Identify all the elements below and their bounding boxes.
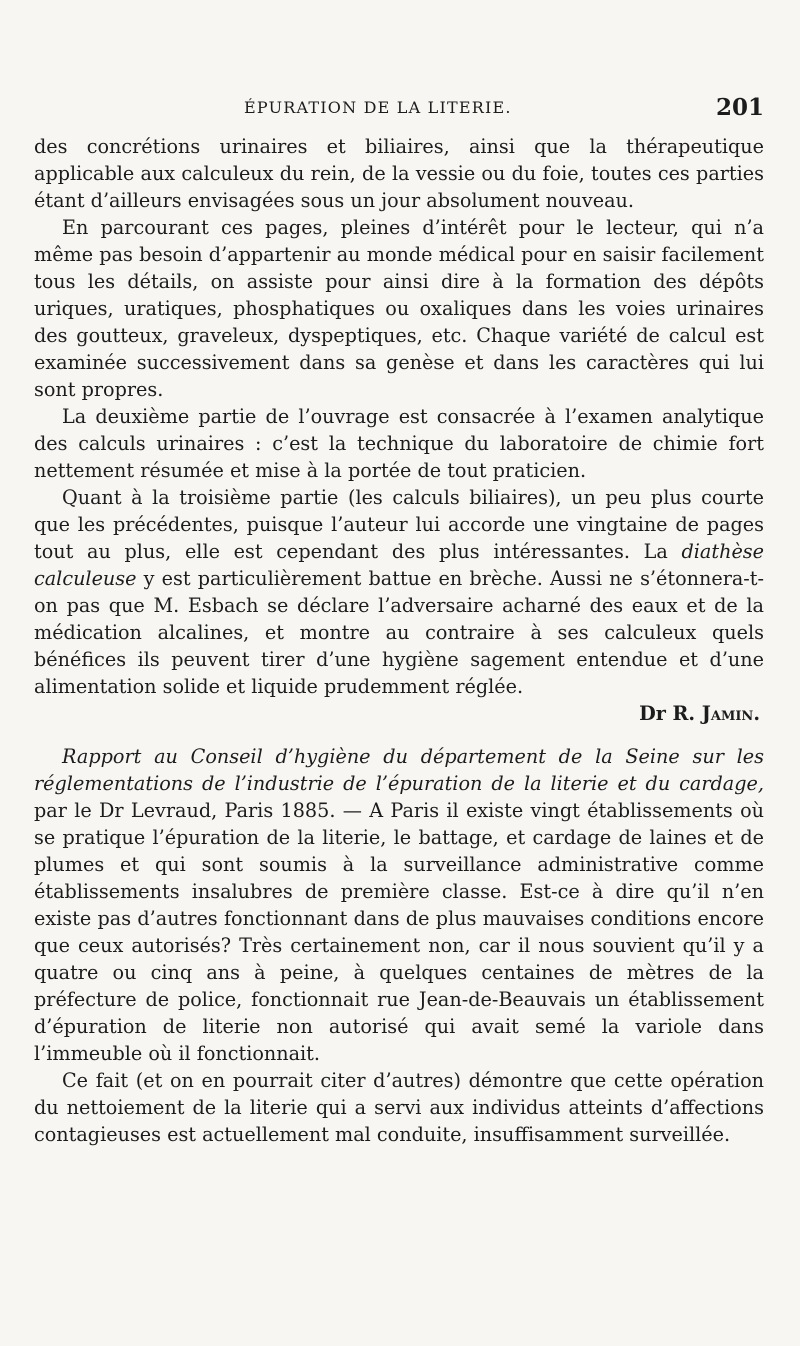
page-number: 201 [715,94,764,121]
paragraph-2: En parcourant ces pages, pleines d’intérêt pour le lecteur, qui n’a même pas besoin d’appartenir au monde médical pour en saisir facilement tous les détails, on assiste pour ainsi dire à la formation des dépôts uriques, uratiques, phosphatiques ou oxaliques dans les voies urinaires des goutteux, graveleux, dyspeptiques, etc. Chaque variété de calcul est examinée successivement dans sa genèse et dans les caractères qui lui sont propres. [34,216,764,401]
paragraph-3: La deuxième partie de l’ouvrage est consacrée à l’examen analytique des calculs urinaires : c’est la technique du laboratoire de chimie fort nettement résumée et mise à la portée de tout praticien. [34,405,764,482]
running-title: ÉPURATION DE LA LITERIE. [244,98,512,117]
page-body [34,133,764,1148]
signature-prefix: Dr R. [639,702,702,725]
signature [34,700,764,727]
review-title: Rapport au Conseil d’hygiène du département de la Seine sur les réglementations de l’industrie de l’épuration de la literie et du cardage, [34,745,764,795]
paragraph-4-text-start: Quant à la troisième partie (les calculs biliaires), un peu plus courte que les précédentes, puisque l’auteur lui accorde une vingtaine de pages tout au plus, elle est cependant des plus intéressantes. La [34,486,764,563]
review-paragraph [34,743,764,1067]
paragraph-4 [34,484,764,700]
paragraph-last: Ce fait (et on en pourrait citer d’autres) démontre que cette opération du nettoiement de la literie qui a servi aux individus atteints d’affections contagieuses est actuellement mal conduite, insuffisamment surveillée. [34,1069,764,1146]
paragraph-1: des concrétions urinaires et biliaires, ainsi que la thérapeutique applicable aux calculeux du rein, de la vessie ou du foie, toutes ces parties étant d’ailleurs envisagées sous un jour absolument nouveau. [34,135,764,212]
page-header [34,96,764,124]
review-text: par le Dr Levraud, Paris 1885. — A Paris il existe vingt établissements où se pratique l’épuration de la literie, le battage, et cardage de laines et de plumes et qui sont soumis à la surveillance administrative comme établissements insalubres de première classe. Est-ce à dire qu’il n’en existe pas d’autres fonctionnant dans de plus mauvaises conditions encore que ceux autorisés? Très certainement non, car il nous souvient qu’il y a quatre ou cinq ans à peine, à quelques centaines de mètres de la préfecture de police, fonctionnait rue Jean-de-Beauvais un établissement d’épuration de literie non autorisé qui avait semé la variole dans l’immeuble où il fonctionnait. [34,799,764,1065]
paragraph-4-text-end: y est particulièrement battue en brèche. Aussi ne s’étonnera-t-on pas que M. Esbach se déclare l’adversaire acharné des eaux et de la médication alcalines, et montre au contraire à ses calculeux quels bénéfices ils peuvent tirer d’une hygiène sagement entendue et d’une alimentation solide et liquide prudemment réglée. [34,567,764,698]
signature-name: Jamin. [701,702,760,725]
paragraph-4-italic-term: diathèse calculeuse [34,540,764,590]
